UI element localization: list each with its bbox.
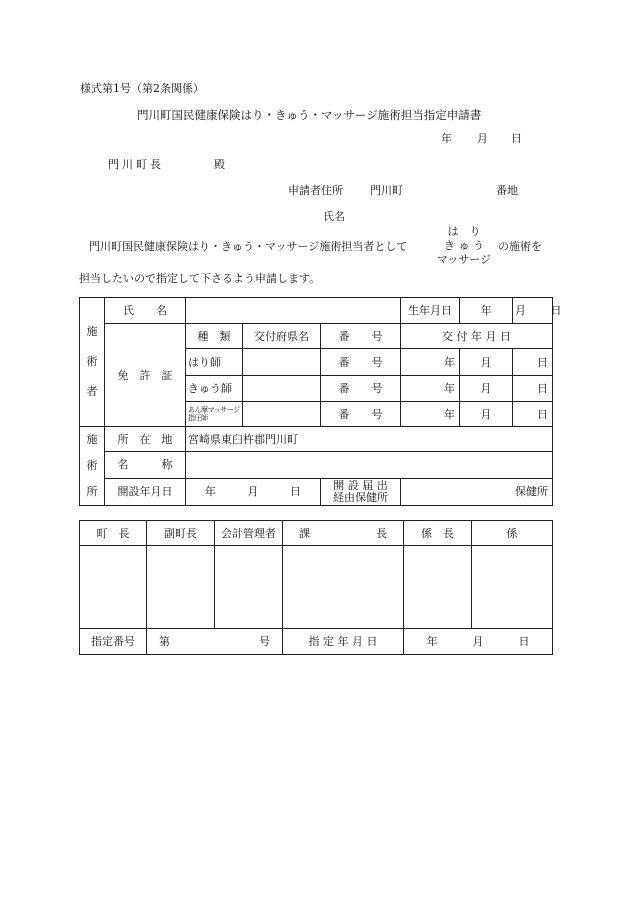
request-prefix: 門川町国民健康保険はり・きゅう・マッサージ施術担当者として — [89, 240, 408, 253]
request-suffix: の施術を — [498, 240, 542, 253]
page-title: 門川町国民健康保険はり・きゅう・マッサージ施術担当指定申請書 — [137, 108, 482, 122]
header-town-chief: 町 長 — [80, 521, 147, 546]
section-char: 施 — [86, 433, 98, 446]
birth-month: 月 — [515, 304, 527, 317]
pref-field-kyu[interactable] — [243, 376, 321, 402]
license-type-anma: あん摩マッサージ指圧師 — [186, 402, 243, 427]
request-option-massage: マッサージ — [436, 253, 492, 266]
section-char: 術 — [86, 355, 98, 368]
issue-month-anma: 月 — [460, 402, 513, 427]
designation-date-label: 指 定 年 月 日 — [283, 629, 404, 655]
addressee-honorific: 殿 — [214, 158, 225, 171]
col-number: 番 号 — [321, 324, 401, 349]
clinic-name-label: 名 称 — [105, 452, 186, 478]
stamp-staff[interactable] — [472, 546, 553, 629]
number-label-kyu: 番 号 — [321, 376, 401, 402]
issue-month-kyu: 月 — [460, 376, 513, 402]
stamp-town-chief[interactable] — [80, 546, 147, 629]
section-char: 術 — [86, 459, 98, 472]
designation-go: 号 — [259, 635, 270, 648]
office-label-line2: 経由保健所 — [333, 490, 389, 504]
designation-date-field[interactable] — [404, 629, 553, 655]
issue-day-hari: 日 — [513, 349, 553, 376]
practitioner-clinic-table — [79, 297, 562, 506]
office-label — [321, 478, 401, 505]
opened-month: 月 — [247, 485, 259, 499]
stamp-deputy[interactable] — [147, 546, 215, 629]
license-label: 免 許 証 — [105, 324, 186, 427]
location-value[interactable]: 宮崎県東臼杵郡門川町 — [186, 427, 553, 452]
header-staff: 係 — [472, 521, 553, 546]
stamp-accountant[interactable] — [215, 546, 283, 629]
birth-day: 日 — [550, 304, 562, 317]
addressee-name: 門川町長 — [108, 158, 164, 171]
name-label: 氏 名 — [105, 298, 186, 324]
date-day: 日 — [511, 132, 522, 145]
opened-date-field[interactable] — [186, 478, 321, 505]
date-year: 年 — [441, 132, 452, 145]
license-type-hari: はり師 — [186, 349, 243, 376]
name-field[interactable] — [186, 298, 401, 324]
birth-month-day — [513, 298, 562, 324]
form-number: 様式第1号（第2条関係） — [80, 82, 204, 95]
pref-field-hari[interactable] — [243, 349, 321, 376]
opened-label: 開設年月日 — [105, 478, 186, 505]
pref-field-anma[interactable] — [243, 402, 321, 427]
designation-year: 年 — [426, 635, 438, 648]
designation-number-field[interactable] — [147, 629, 283, 655]
header-section-chief: 課 長 — [283, 521, 404, 546]
number-label-anma: 番 号 — [321, 402, 401, 427]
designation-label: 指定番号 — [80, 629, 147, 655]
request-line2: 担当したいので指定して下さるよう申請します。 — [79, 272, 321, 285]
opened-day: 日 — [289, 485, 301, 499]
section-char: 施 — [86, 325, 98, 338]
header-deputy: 副町長 — [147, 521, 215, 546]
col-type: 種 類 — [186, 324, 243, 349]
header-accountant: 会計管理者 — [215, 521, 283, 546]
issue-year-hari: 年 — [401, 349, 460, 376]
issue-day-anma: 日 — [513, 402, 553, 427]
applicant-town: 門川町 — [370, 184, 403, 197]
issue-year-kyu: 年 — [401, 376, 460, 402]
header-sub-chief: 係 長 — [404, 521, 472, 546]
approval-table — [79, 520, 553, 655]
office-label-line1: 開 設 届 出 — [333, 478, 388, 492]
clinic-section-label — [80, 427, 105, 506]
location-label: 所 在 地 — [105, 427, 186, 452]
designation-day: 日 — [518, 635, 530, 648]
designation-month: 月 — [472, 635, 484, 648]
stamp-sub-chief[interactable] — [404, 546, 472, 629]
col-issue: 交 付 年 月 日 — [401, 324, 553, 349]
birth-year: 年 — [460, 298, 513, 324]
license-type-kyu: きゅう師 — [186, 376, 243, 402]
issue-month-hari: 月 — [460, 349, 513, 376]
applicant-name-label: 氏名 — [323, 210, 345, 223]
applicant-address-label: 申請者住所 — [288, 184, 343, 197]
section-char: 所 — [86, 485, 98, 498]
request-option-kyu: き ゅ う — [444, 239, 484, 252]
clinic-name-field[interactable] — [186, 452, 553, 478]
col-pref: 交付府県名 — [243, 324, 321, 349]
issue-year-anma: 年 — [401, 402, 460, 427]
applicant-banchi: 番地 — [496, 184, 518, 197]
opened-year: 年 — [205, 485, 217, 499]
office-value[interactable]: 保健所 — [401, 478, 553, 505]
stamp-section-chief[interactable] — [283, 546, 404, 629]
practitioner-section-label — [80, 298, 105, 427]
request-option-hari: は り — [447, 225, 481, 238]
date-month: 月 — [477, 132, 488, 145]
birth-label: 生年月日 — [401, 298, 460, 324]
designation-dai: 第 — [159, 635, 170, 648]
issue-day-kyu: 日 — [513, 376, 553, 402]
section-char: 者 — [86, 385, 98, 398]
number-label-hari: 番 号 — [321, 349, 401, 376]
